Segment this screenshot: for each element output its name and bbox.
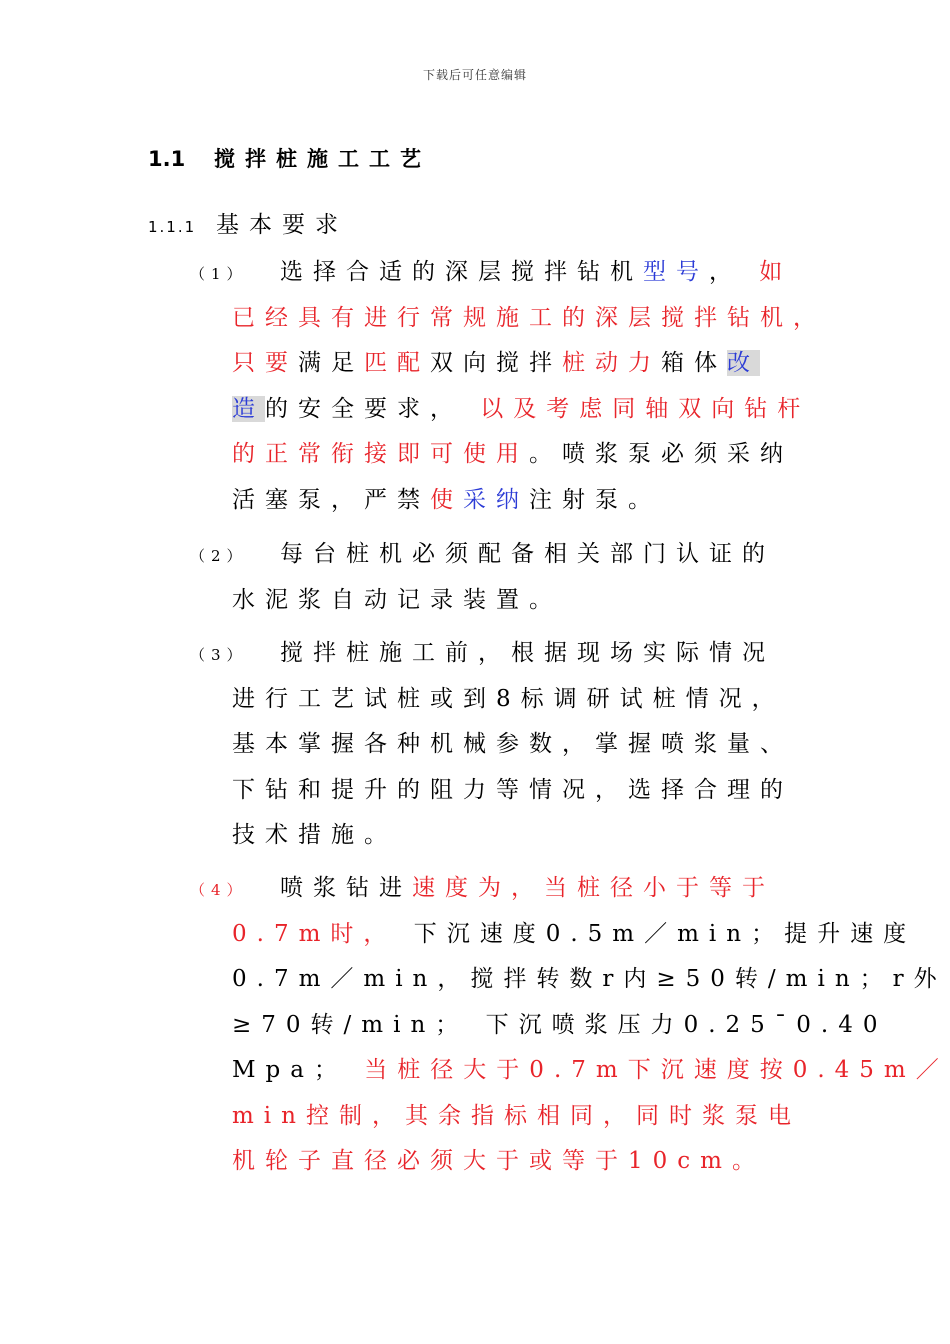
text-run: 采纳 (463, 486, 529, 513)
text-run: 的正常衔接即可使用 (232, 441, 529, 467)
text-run: 满足 (298, 350, 364, 376)
text-line (190, 677, 805, 723)
text-run: 下沉速度0.5m／min；提升速度 (396, 920, 917, 947)
text-line (190, 631, 805, 677)
section-number: 1.1 (148, 147, 186, 171)
text-run: 桩动力 (562, 350, 661, 376)
text-line (190, 1003, 888, 1049)
text-run: 下钻和提升的阻力等情况，选择合理的 (232, 776, 793, 803)
subsection-title: 基本要求 (216, 212, 348, 238)
list-item (190, 631, 805, 859)
text-run: min控制，其余指标相同，同时浆泵电 (232, 1102, 801, 1129)
text-line (190, 532, 805, 578)
text-run: 双向搅拌 (430, 350, 562, 376)
text-run: 搅拌桩施工前，根据现场实际情况 (280, 640, 775, 666)
text-run: 技术措施。 (232, 822, 397, 848)
list-item (190, 866, 949, 1185)
text-run: 速度为，当桩径小于等于 (412, 875, 775, 901)
text-line (190, 1139, 805, 1185)
text-line (190, 722, 805, 768)
text-run: 只要 (232, 350, 298, 376)
text-run: 注射泵。 (529, 486, 661, 513)
text-line (190, 578, 805, 624)
subsection-number: 1.1.1 (148, 218, 197, 236)
text-run: 匹配 (364, 350, 430, 376)
text-run: 水泥浆自动记录装置。 (232, 586, 562, 613)
subsection-heading (148, 206, 348, 239)
text-run: 改 (727, 350, 760, 376)
text-line (190, 866, 805, 912)
text-run: 进行工艺试桩或到8标调研试桩情况， (232, 685, 785, 712)
text-run: 当桩径大于0.7m下沉速度按0.45m／ (347, 1057, 949, 1083)
text-run: 型号 (643, 259, 709, 285)
text-run: 选择合适的深层搅拌钻机 (280, 259, 643, 285)
text-line (190, 813, 805, 859)
text-run: 喷浆钻进 (280, 875, 412, 901)
text-run: 使 (430, 486, 463, 513)
text-line (190, 1048, 949, 1094)
text-run: 每台桩机必须配备相关部门认证的 (280, 541, 775, 567)
text-line (190, 957, 947, 1003)
section-title: 搅拌桩施工工艺 (214, 147, 431, 171)
text-run: 造 (232, 395, 265, 422)
page-header: 下载后可任意编辑 (422, 68, 527, 82)
text-line (190, 768, 805, 814)
text-line (190, 341, 805, 387)
text-run: ≥70转/min； 下沉喷浆压力0.25¯0.40 (232, 1011, 888, 1038)
text-run: 已经具有进行常规施工的深层搅拌钻机， (232, 304, 826, 331)
item-label: （4） (190, 881, 248, 899)
text-line (190, 432, 805, 478)
item-label: （2） (190, 547, 248, 565)
text-line (190, 478, 805, 524)
text-run: 。喷浆泵必须采纳 (529, 441, 793, 467)
text-run: 箱体 (661, 350, 727, 376)
text-run: 的安全要求， (265, 395, 463, 422)
text-run: 活塞泵，严禁 (232, 486, 430, 513)
text-line (190, 1094, 805, 1140)
text-run: 0.7m时， (232, 920, 397, 947)
text-run: 以及考虑同轴双向钻杆 (463, 395, 811, 422)
text-run: 机轮子直径必须大于或等于10cm。 (232, 1148, 765, 1174)
text-run: 如 (742, 259, 793, 285)
text-line (190, 912, 917, 958)
text-run: ， (709, 259, 742, 285)
list-item (190, 250, 826, 523)
text-run: 基本掌握各种机械参数，掌握喷浆量、 (232, 731, 793, 757)
text-line (190, 387, 811, 433)
list-item (190, 532, 805, 623)
text-run: Mpa； (232, 1057, 347, 1083)
item-label: （1） (190, 265, 248, 283)
section-heading (148, 143, 431, 173)
text-run: 0.7m／min，搅拌转数r内≥50转/min；r外 (232, 966, 947, 992)
item-label: （3） (190, 646, 248, 664)
text-line (190, 296, 826, 342)
text-line (190, 250, 805, 296)
